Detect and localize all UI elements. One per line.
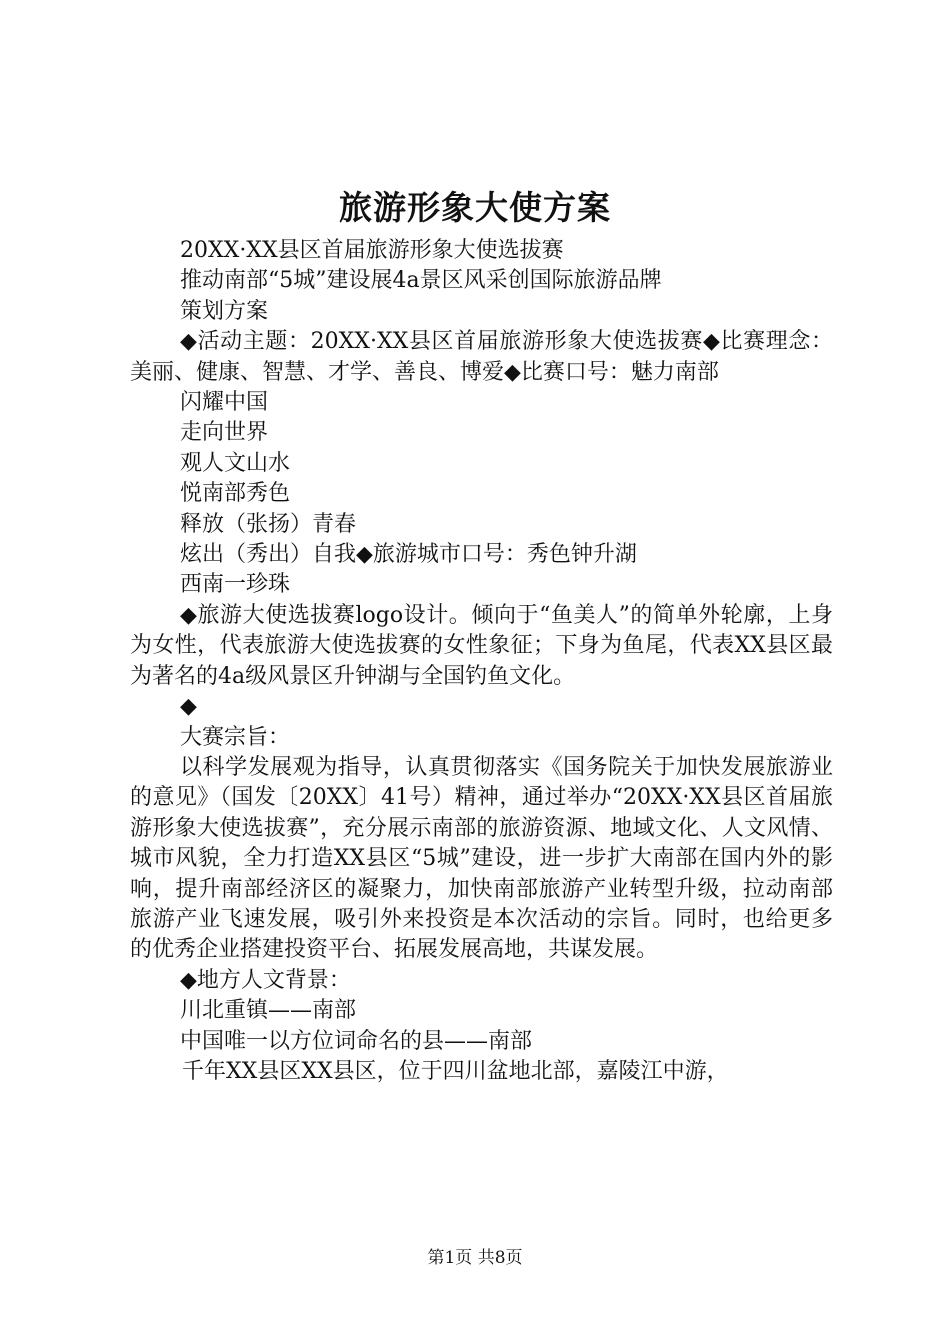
paragraph: 观人文山水 [180, 450, 291, 476]
paragraph: 闪耀中国 [180, 390, 269, 416]
paragraph: 大赛宗旨： [180, 724, 291, 750]
paragraph: 炫出（秀出）自我◆旅游城市口号：秀色钟升湖 [180, 542, 637, 568]
paragraph: ◆旅游大使选拔赛logo设计。倾向于“鱼美人”的简单外轮廓，上身为女性，代表旅游大使选拔赛的女性象征；下身为鱼尾，代表XX县区最为著名的4a级风景区升钟湖与全国钓鱼文化。 [130, 602, 833, 689]
paragraph: 川北重镇——南部 [180, 998, 357, 1024]
paragraph: 推动南部“5城”建设展4a景区风采创国际旅游品牌 [180, 268, 662, 294]
paragraph: ◆地方人文背景： [180, 967, 351, 993]
paragraph: ◆ [180, 694, 197, 720]
paragraph: 20XX·XX县区首届旅游形象大使选拔赛 [180, 238, 564, 263]
document-title: 旅游形象大使方案 [339, 188, 611, 227]
page-footer: 第1页 共8页 [427, 1248, 523, 1268]
paragraph: 千年XX县区XX县区，位于四川盆地北部，嘉陵江中游， [182, 1058, 729, 1084]
paragraph: 中国唯一以方位词命名的县——南部 [180, 1028, 533, 1054]
paragraph: 策划方案 [180, 298, 269, 324]
paragraph: 以科学发展观为指导，认真贯彻落实《国务院关于加快发展旅游业的意见》（国发〔20XX〕41号）精神，通过举办“20XX·XX县区首届旅游形象大使选拔赛”，充分展示南部的旅游资源、地域文化、人文风情、城市风貌，全力打造XX县区“5城”建设，进一步扩大南部在国内外的影响，提升南部经济区的凝聚力，加快南部旅游产业转型升级，拉动南部旅游产业飞速发展，吸引外来投资是本次活动的宗旨。同时，也给更多的优秀企业搭建投资平台、拓展发展高地，共谋发展。 [130, 754, 833, 963]
paragraph: 释放（张扬）青春 [180, 511, 357, 537]
paragraph: ◆活动主题：20XX·XX县区首届旅游形象大使选拔赛◆比赛理念：美丽、健康、智慧、才学、善良、博爱◆比赛口号：魅力南部 [130, 329, 833, 385]
paragraph: 走向世界 [180, 420, 269, 446]
paragraph: 悦南部秀色 [180, 481, 291, 507]
paragraph: 西南一珍珠 [180, 572, 291, 598]
document-body [130, 236, 833, 1087]
